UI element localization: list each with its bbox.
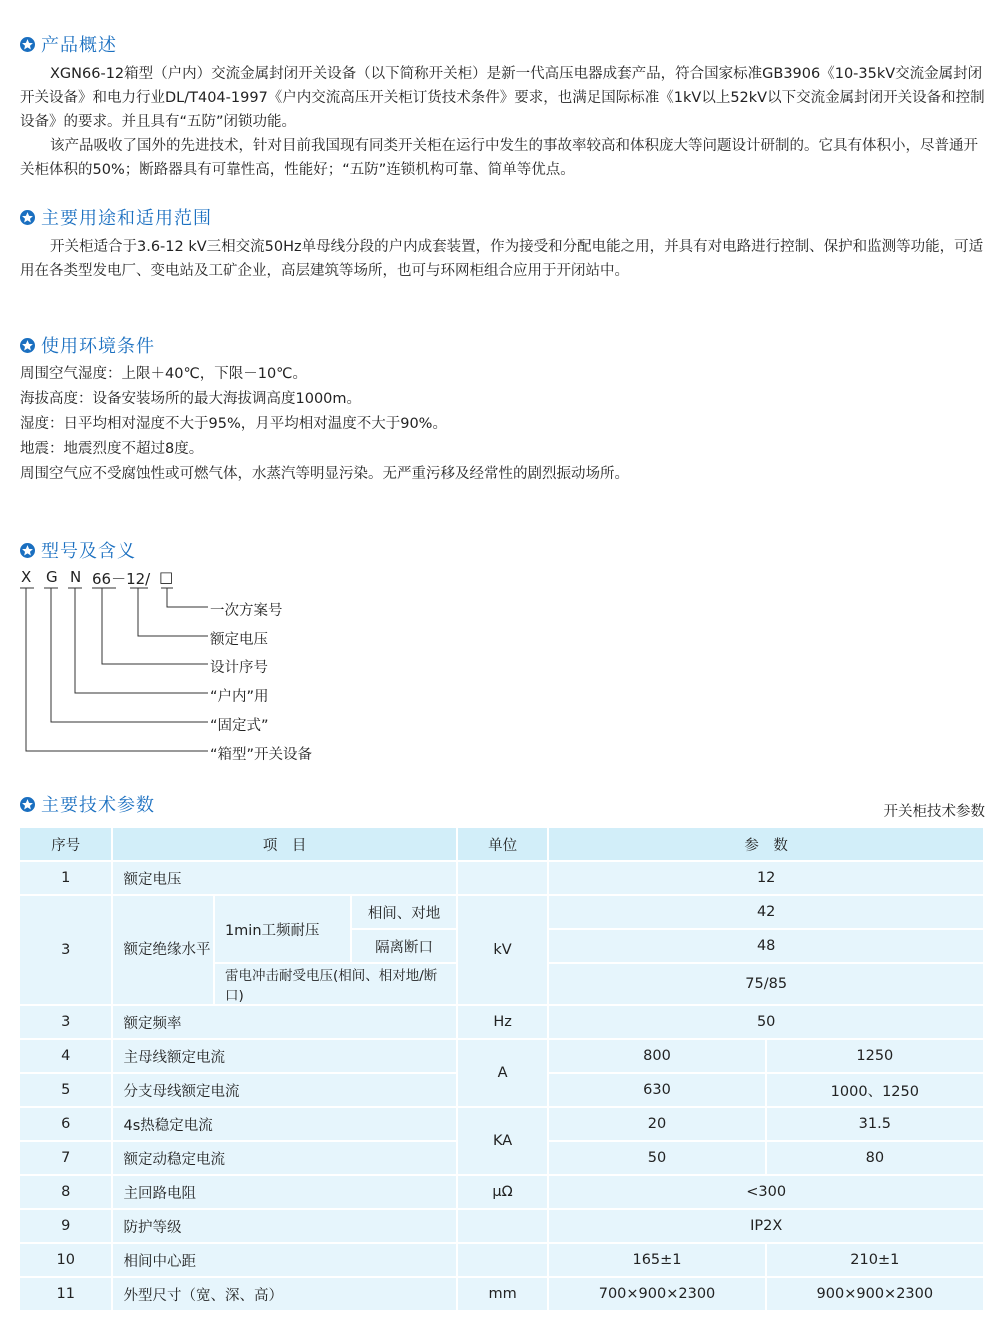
meaning-label: 额定电压 bbox=[210, 632, 268, 648]
usage-text: 开关柜适合于3.6-12 kV三相交流50Hz单母线分段的户内成套装置，作为接受和分配电能之用，并具有对电路进行控制、保护和监测等功能，可适用在各类型发电厂、变电站及工矿企业，高层建筑等场所，也可与环网柜组合应用于开闭站中。 bbox=[20, 239, 984, 279]
env-line: 周围空气湿度：上限＋40℃，下限－10℃。 bbox=[20, 366, 307, 382]
table-row: 3 额定绝缘水平 1min工频耐压 相间、对地 kV 42 bbox=[20, 896, 983, 928]
table-row: 10 相间中心距 165±1 210±1 bbox=[20, 1244, 983, 1276]
star-circle-icon bbox=[20, 210, 35, 225]
model-diagram-lines bbox=[20, 568, 360, 763]
table-row: 3 额定频率 Hz 50 bbox=[20, 1006, 983, 1038]
table-caption: 开关柜技术参数 bbox=[883, 804, 985, 820]
code-box: □ bbox=[159, 568, 174, 586]
env-line: 湿度：日平均相对湿度不大于95%，月平均相对温度不大于90%。 bbox=[20, 416, 447, 432]
header-no: 序号 bbox=[20, 828, 111, 860]
section-title-params: 主要技术参数 bbox=[20, 791, 155, 817]
table-row: 7 额定动稳定电流 50 80 bbox=[20, 1142, 983, 1174]
header-item: 项 目 bbox=[113, 828, 455, 860]
star-circle-icon bbox=[20, 37, 35, 52]
section-title-environment: 使用环境条件 bbox=[20, 332, 155, 358]
meaning-label: “固定式” bbox=[210, 718, 269, 734]
table-row: 11 外型尺寸（宽、深、高） mm 700×900×2300 900×900×2300 bbox=[20, 1278, 983, 1310]
meaning-label: 设计序号 bbox=[210, 660, 268, 676]
params-table bbox=[18, 826, 985, 1312]
section-title-usage: 主要用途和适用范围 bbox=[20, 204, 212, 230]
model-code-diagram bbox=[20, 568, 360, 763]
env-line: 海拔高度：设备安装场所的最大海拔调高度1000m。 bbox=[20, 391, 362, 407]
table-row: 8 主回路电阻 μΩ <300 bbox=[20, 1176, 983, 1208]
table-row: 4 主母线额定电流 A 800 1250 bbox=[20, 1040, 983, 1072]
meaning-label: “箱型”开关设备 bbox=[210, 747, 313, 763]
section-title-overview: 产品概述 bbox=[20, 31, 117, 57]
meaning-label: “户内”用 bbox=[210, 689, 269, 705]
section-title-model: 型号及含义 bbox=[20, 537, 136, 563]
star-circle-icon bbox=[20, 797, 35, 812]
code-x: X bbox=[21, 568, 32, 586]
overview-text: XGN66-12箱型（户内）交流金属封闭开关设备（以下简称开关柜）是新一代高压电器成套产品，符合国家标准GB3906《10-35kV交流金属封闭开关设备》和电力行业DL/T404-1997《户内交流高压开关柜订货技术条件》要求，也满足国际标准《1kV以上52kV以下交流金属封闭开关设备和控制设备》的要求。并且具有“五防”闭锁功能。 该产品吸收了国外的先进技术，针对目前我国现有同类开关柜在运行中发生的事故率较高和体积庞大等问题设计研制的。它具有体积小，尽普通开关柜体积的50%；断路器具有可靠性高，性能好；“五防”连锁机构可靠、简单等优点。 bbox=[20, 66, 985, 178]
table-row: 5 分支母线额定电流 630 1000、1250 bbox=[20, 1074, 983, 1106]
table-row: 隔离断口 48 bbox=[20, 930, 983, 962]
meaning-label: 一次方案号 bbox=[210, 603, 283, 619]
table-header-row bbox=[20, 828, 983, 860]
header-unit: 单位 bbox=[458, 828, 548, 860]
table-row: 雷电冲击耐受电压(相间、相对地/断口) 75/85 bbox=[20, 964, 983, 1004]
table-row: 1 额定电压 12 bbox=[20, 862, 983, 894]
header-value: 参 数 bbox=[549, 828, 983, 860]
star-circle-icon bbox=[20, 338, 35, 353]
table-row: 6 4s热稳定电流 KA 20 31.5 bbox=[20, 1108, 983, 1140]
env-line: 地震：地震烈度不超过8度。 bbox=[20, 441, 204, 457]
code-g: G bbox=[46, 568, 58, 586]
env-line: 周围空气应不受腐蚀性或可燃气体，水蒸汽等明显污染。无严重污移及经常性的剧烈振动场所。 bbox=[20, 466, 629, 482]
star-circle-icon bbox=[20, 543, 35, 558]
table-row: 9 防护等级 IP2X bbox=[20, 1210, 983, 1242]
code-n: N bbox=[70, 568, 82, 586]
code-number: 66－12/ bbox=[92, 570, 151, 588]
